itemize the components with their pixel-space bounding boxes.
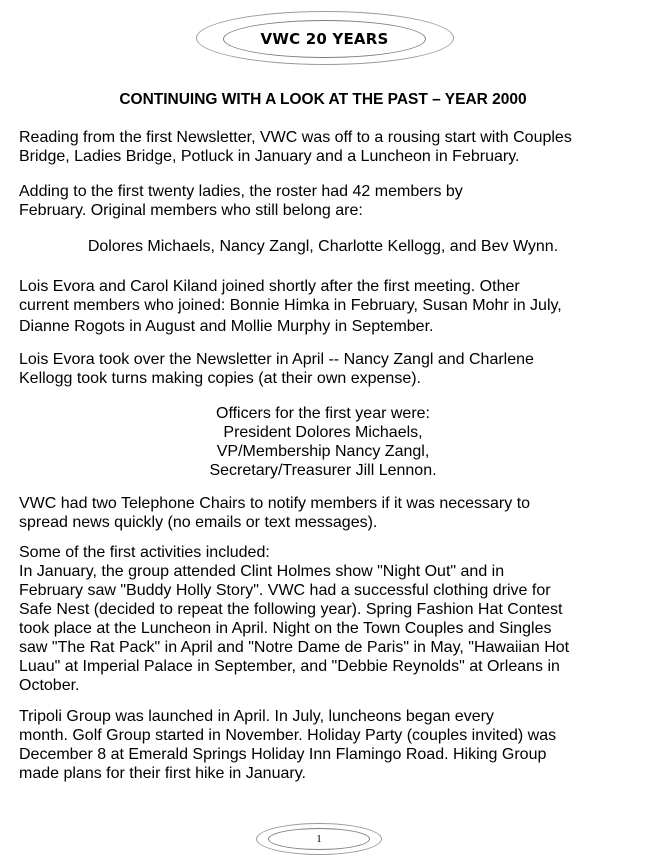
paragraph-line: made plans for their first hike in January. — [19, 765, 306, 782]
paragraph-line: Bridge, Ladies Bridge, Potluck in January and a Luncheon in February. — [19, 148, 520, 165]
section-heading: CONTINUING WITH A LOOK AT THE PAST – YEAR 2000 — [119, 91, 527, 108]
paragraph-activities — [19, 543, 634, 695]
paragraph-line: saw "The Rat Pack" in April and "Notre Dame de Paris" in May, "Hawaiian Hot — [19, 639, 570, 656]
paragraph-line: In January, the group attended Clint Holmes show "Night Out" and in — [19, 563, 505, 580]
officers-line: President Dolores Michaels, — [223, 424, 423, 441]
original-members-list — [0, 237, 646, 256]
page-title: VWC 20 YEARS — [260, 30, 389, 48]
paragraph-line: took place at the Luncheon in April. Night on the Town Couples and Singles — [19, 620, 552, 637]
paragraph-line: February saw "Buddy Holly Story". VWC had a successful clothing drive for — [19, 582, 551, 599]
paragraph-line: Adding to the first twenty ladies, the roster had 42 members by — [19, 183, 463, 200]
paragraph-line: spread news quickly (no emails or text messages). — [19, 514, 378, 531]
paragraph-line: Lois Evora and Carol Kiland joined shortly after the first meeting. Other — [19, 278, 520, 295]
paragraph-line: Kellogg took turns making copies (at their own expense). — [19, 370, 421, 387]
paragraph-line: month. Golf Group started in November. Holiday Party (couples invited) was — [19, 727, 557, 744]
officers-line: Officers for the first year were: — [216, 405, 430, 422]
paragraph-line: Dianne Rogots in August and Mollie Murphy in September. — [19, 318, 434, 335]
paragraph-telephone-chairs — [19, 494, 634, 532]
paragraph-line: VWC had two Telephone Chairs to notify members if it was necessary to — [19, 495, 531, 512]
officers-block — [0, 404, 646, 480]
title-oval — [223, 20, 426, 58]
officers-line: VP/Membership Nancy Zangl, — [216, 443, 430, 460]
paragraph-line: Lois Evora took over the Newsletter in April -- Nancy Zangl and Charlene — [19, 351, 534, 368]
officers-line: Secretary/Treasurer Jill Lennon. — [209, 462, 437, 479]
paragraph-line: Some of the first activities included: — [19, 544, 270, 561]
paragraph-groups — [19, 707, 634, 783]
paragraph-line: current members who joined: Bonnie Himka in February, Susan Mohr in July, — [19, 297, 562, 314]
page-number-oval — [268, 828, 370, 850]
original-members-line: Dolores Michaels, Nancy Zangl, Charlotte Kellogg, and Bev Wynn. — [87, 238, 559, 255]
paragraph-line: October. — [19, 677, 80, 694]
paragraph-line: Tripoli Group was launched in April. In July, luncheons began every — [19, 708, 494, 725]
paragraph-newsletter — [19, 350, 634, 388]
paragraph-line: February. Original members who still belong are: — [19, 202, 363, 219]
paragraph-roster — [19, 182, 634, 220]
paragraph-line: Luau" at Imperial Palace in September, and "Debbie Reynolds" at Orleans in — [19, 658, 560, 675]
paragraph-new-members — [19, 277, 634, 336]
paragraph-line: December 8 at Emerald Springs Holiday Inn Flamingo Road. Hiking Group — [19, 746, 547, 763]
paragraph-line: Safe Nest (decided to repeat the following year). Spring Fashion Hat Contest — [19, 601, 563, 618]
paragraph-line: Reading from the first Newsletter, VWC was off to a rousing start with Couples — [19, 129, 572, 146]
paragraph-intro — [19, 128, 634, 166]
page-number: 1 — [316, 833, 322, 845]
